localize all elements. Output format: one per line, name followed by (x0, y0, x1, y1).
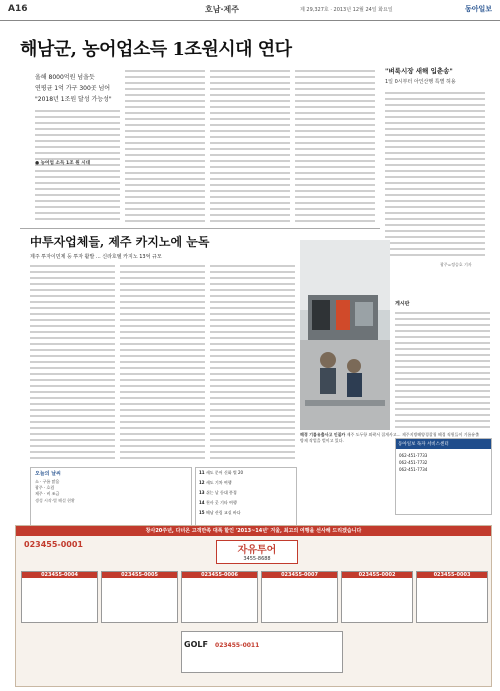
ad-golf-box (181, 631, 343, 673)
ad-golf-label: GOLF (184, 640, 208, 649)
second-body-col-1 (30, 263, 115, 463)
weather-table (195, 467, 297, 529)
sidebox-title: "벼룩시장 새해 입춘송" (385, 67, 453, 75)
second-subhead: 제주 투자이민제 등 투자 활발 ... 신라호텔 카지노 13억 규모 (30, 254, 162, 260)
sidebox-sub: 1일 0시부터 아인산행 특별 허용 (385, 79, 456, 85)
ad-brand-box (216, 540, 298, 564)
weather-item-3: 제주 · 비 조금 (35, 491, 60, 496)
page-header (0, 0, 500, 21)
second-headline: 中투자업체들, 제주 카지노에 눈독 (30, 235, 210, 249)
page-number: A16 (8, 4, 28, 14)
divider (20, 228, 380, 229)
ad-box-3-phone: 023455-0006 (182, 572, 257, 578)
photo-caption-text: 제주 도두항 외곽서 집게사고... 제주지방해양경찰청 해경 직원들이 기름유출 방제 작업을 벌이고 있다. (300, 432, 480, 443)
subscribe-phone-2: 062-451-7732 (399, 460, 428, 465)
issue-meta: 제 29,327호 · 2013년 12월 24일 화요일 (300, 7, 393, 13)
weather-table-title: 생성 시작·별 해설 현황 (35, 498, 75, 503)
ad-box-1-phone: 023455-0004 (22, 572, 97, 578)
news-photo (300, 240, 390, 430)
table-row: 14 천사 곳 기타 여행 (199, 500, 237, 505)
table-row: 12 새도 기차 여행 (199, 480, 232, 485)
weather-item-2: 광주 · 흐림 (35, 485, 55, 490)
photo-caption-title: 해경 기름유출사고 인질카 (300, 432, 346, 437)
ad-top-banner: 창사20주년, 다녀온 고객만족 대폭 할인 '2013~14년' 겨울, 최고의 여행을 선사해 드리겠습니다 (16, 526, 491, 536)
ad-box-2 (101, 571, 178, 623)
sidebox-byline: 광주=정승호 기자 (440, 262, 472, 267)
newspaper-logo: 동아일보 (464, 5, 492, 13)
ship-deck-photo (300, 240, 390, 430)
ad-area (15, 525, 492, 687)
lead-headline: 해남군, 농어업소득 1조원시대 연다 (20, 39, 292, 60)
ad-box-6 (416, 571, 488, 623)
lead-subheads (35, 72, 112, 105)
ad-box-2-phone: 023455-0005 (102, 572, 177, 578)
lead-body-col-2 (125, 68, 205, 223)
lead-sub-3: "2018년 1조원 달성 가능성" (35, 96, 112, 103)
weather-item-1: 소 · 구름 많음 (35, 479, 60, 484)
subscribe-phone-1: 062-451-7733 (399, 453, 428, 458)
table-row: 11 새도 문어 신화 별 20 (199, 470, 244, 475)
lead-inline-subhead: ● 농어업 소득 1조 원 시대 (35, 161, 91, 166)
ad-box-5-phone: 023455-0002 (342, 572, 412, 578)
second-body-col-3 (210, 263, 295, 463)
ad-box-4-phone: 023455-0007 (262, 572, 337, 578)
ad-golf-phone: 023455-0011 (215, 642, 260, 649)
ad-box-1 (21, 571, 98, 623)
table-row: 13 쉬는 날 등대 풍경 (199, 490, 237, 495)
ad-brand-phone: 3455-8688 (243, 556, 271, 562)
subscribe-box (395, 438, 492, 515)
lead-body-col-4 (295, 68, 375, 223)
lead-sub-2: 연평균 1억 가구 300곳 넘어 (35, 85, 111, 92)
ad-box-3 (181, 571, 258, 623)
lead-sub-1: 올해 8000억원 넘을듯 (35, 74, 95, 81)
section-label: 호남·제주 (205, 5, 239, 14)
ad-box-4 (261, 571, 338, 623)
lead-body-col-3 (210, 68, 290, 223)
subscribe-phone-3: 062-451-7734 (399, 467, 428, 472)
notice-body (395, 310, 490, 430)
ad-box-6-phone: 023455-0003 (417, 572, 487, 578)
ad-main-phone: 023455-0001 (24, 540, 83, 549)
ad-brand: 자유투어 (237, 545, 277, 556)
ad-box-5 (341, 571, 413, 623)
second-body-col-2 (120, 263, 205, 463)
table-row: 15 해남 산림 교실 바다 (199, 510, 241, 515)
weather-title: 오늘의 날씨 (35, 471, 61, 477)
subscribe-title: 동아일보 독자 서비스센터 (396, 439, 491, 449)
weather-box (30, 467, 192, 529)
sidebox-body (385, 90, 485, 260)
notice-title: 게시판 (395, 301, 410, 307)
